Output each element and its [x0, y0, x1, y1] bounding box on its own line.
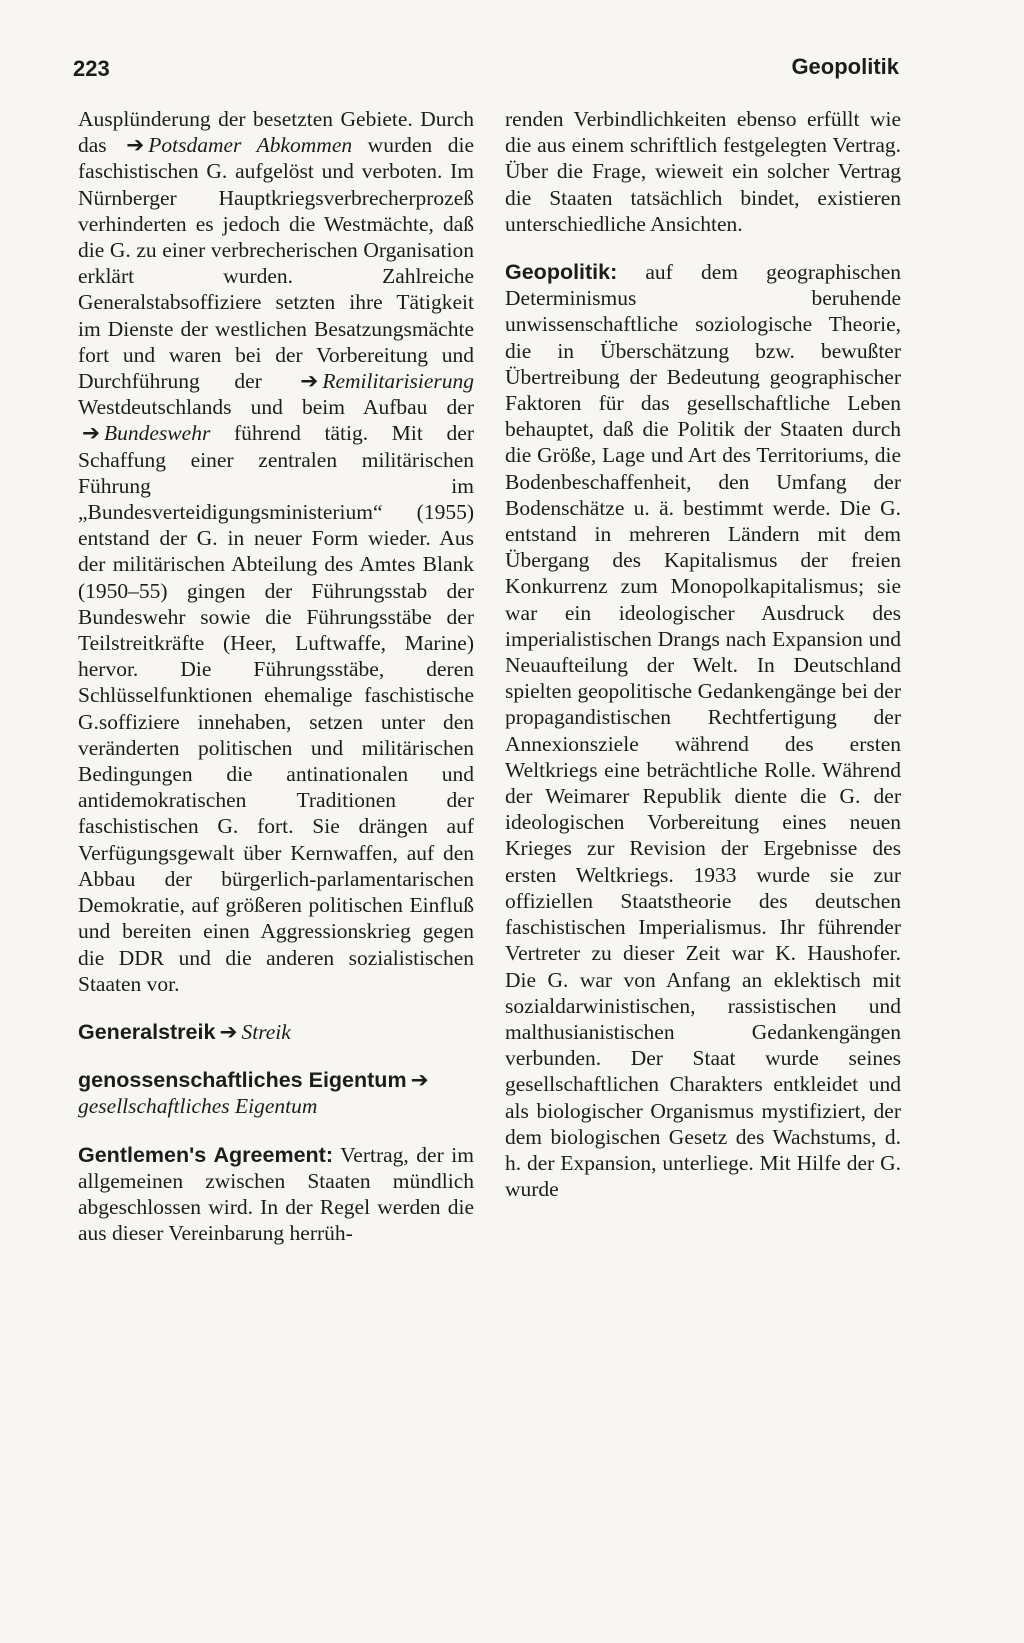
cross-reference-link[interactable]: gesellschaftliches Eigentum: [78, 1094, 318, 1119]
headword: Geopolitik:: [505, 260, 618, 285]
entry-text: auf dem geographischen Determinismus beruhende unwissenschaftliche soziologische Theorie, die in Überschätzung bzw. bewußter Übertreibung der Bedeutung geographischer Faktoren für das gesellschaftliche Leben behauptet, daß die Politik der Staaten durch die Größe, Lage und Art des Territoriums, die Bodenbeschaffenheit, den Umfang der Bodenschätze u. ä. bestimmt werde. Die G. entstand in mehreren Ländern mit dem Übergang des Kapitalismus der freien Konkurrenz zum Monopolkapitalismus; sie war ein ideologischer Ausdruck des imperialistischen Drangs nach Expansion und Neuaufteilung der Welt. In Deutschland spielten geopolitische Gedankengänge bei der propagandistischen Rechtfertigung der Annexionsziele während des ersten Weltkriegs eine beträchtliche Rolle. Während der Weimarer Republik diente die G. der ideologischen Vorbereitung eines neuen Krieges zur Revision der Ergebnisse des ersten Weltkriegs. 1933 wurde sie zur offiziellen Staatstheorie des deutschen faschistischen Imperialismus. Ihr führender Vertreter zu dieser Zeit war K. Haushofer. Die G. war von Anfang an eklektisch mit sozialdarwinistischen, rassistischen und malthusianistischen Gedankengängen verbunden. Der Staat wurde seines gesellschaftlichen Charakters entkleidet und als biologischer Organismus mystifiziert, der dem biologischen Gesetz des Wachstums, d. h. der Expansion, unterliege. Mit Hilfe der G. wurde: [505, 260, 901, 1202]
entry-text: wurden die faschistischen G. aufgelöst und verboten. Im Nürnberger Hauptkriegsverbrecherprozeß verhinderten es jedoch die Westmächte, daß die G. zu einer verbrecherischen Organisation erklärt wurden. Zahlreiche Generalstabsoffiziere setzten ihre Tätigkeit im Dienste der westlichen Besatzungsmächte fort und waren bei der Vorbereitung und Durchführung der: [78, 133, 474, 394]
entry-generalstreik: [78, 1019, 474, 1045]
entry-continuation: renden Verbindlichkeiten ebenso erfüllt wie die aus einem schriftlich festgelegten Vertrag. Über die Frage, wieweit ein solcher Vertrag die Staaten tatsächlich bindet, existieren unterschiedliche Ansichten.: [505, 107, 901, 236]
arrow-right-icon: ➔: [126, 133, 145, 158]
entry-text: führend tätig. Mit der Schaffung einer zentralen militärischen Führung im „Bundesverteidigungsministerium“ (1955) entstand der G. in neuer Form wieder. Aus der militärischen Abteilung des Amtes Blank (1950–55) gingen der Führungsstab der Bundeswehr sowie die Führungsstäbe der Teilstreitkräfte (Heer, Luftwaffe, Marine) hervor. Die Führungsstäbe, deren Schlüsselfunktionen ehemalige faschistische G.soffiziere innehaben, setzen unter den veränderten politischen und militärischen Bedingungen die antinationalen und antidemokratischen Traditionen der faschistischen G. fort. Sie drängen auf Verfügungsgewalt über Kernwaffen, auf den Abbau der bürgerlich-parlamentarischen Demokratie, auf größeren politischen Einfluß und bereiten einen Aggressionskrieg gegen die DDR und die anderen sozialistischen Staaten vor.: [78, 421, 474, 996]
entry-genossenschaftliches-eigentum: [78, 1067, 474, 1119]
right-column: [505, 106, 901, 1202]
cross-reference-link[interactable]: Remilitarisierung: [322, 369, 474, 394]
entry-text: Ausplünderung der besetzten Gebiete. Durch das: [78, 107, 474, 158]
cross-reference-link[interactable]: Bundeswehr: [104, 421, 211, 446]
entry-geopolitik: [505, 259, 901, 1202]
headword: Generalstreik: [78, 1019, 216, 1044]
arrow-right-icon: ➔: [219, 1019, 238, 1044]
entry-text: Westdeutschlands und beim Aufbau der: [78, 395, 474, 420]
arrow-right-icon: ➔: [410, 1068, 429, 1093]
entry-gentlemens-agreement: [78, 1142, 474, 1247]
cross-reference-link[interactable]: Streik: [241, 1019, 291, 1044]
arrow-right-icon: ➔: [300, 369, 319, 394]
running-head: Geopolitik: [791, 54, 899, 79]
arrow-right-icon: ➔: [82, 421, 101, 446]
left-column: [78, 106, 474, 1246]
page-number: 223: [73, 56, 110, 81]
headword: Gentlemen's Agreement:: [78, 1142, 333, 1167]
entry-text: Vertrag, der im allgemeinen zwischen Staaten mündlich abgeschlossen wird. In der Regel werden die aus dieser Vereinbarung herrüh-: [78, 1142, 474, 1246]
headword: genossenschaftliches Eigentum: [78, 1068, 407, 1093]
entry-continuation: [78, 106, 474, 997]
cross-reference-link[interactable]: Potsdamer Abkommen: [148, 133, 353, 158]
